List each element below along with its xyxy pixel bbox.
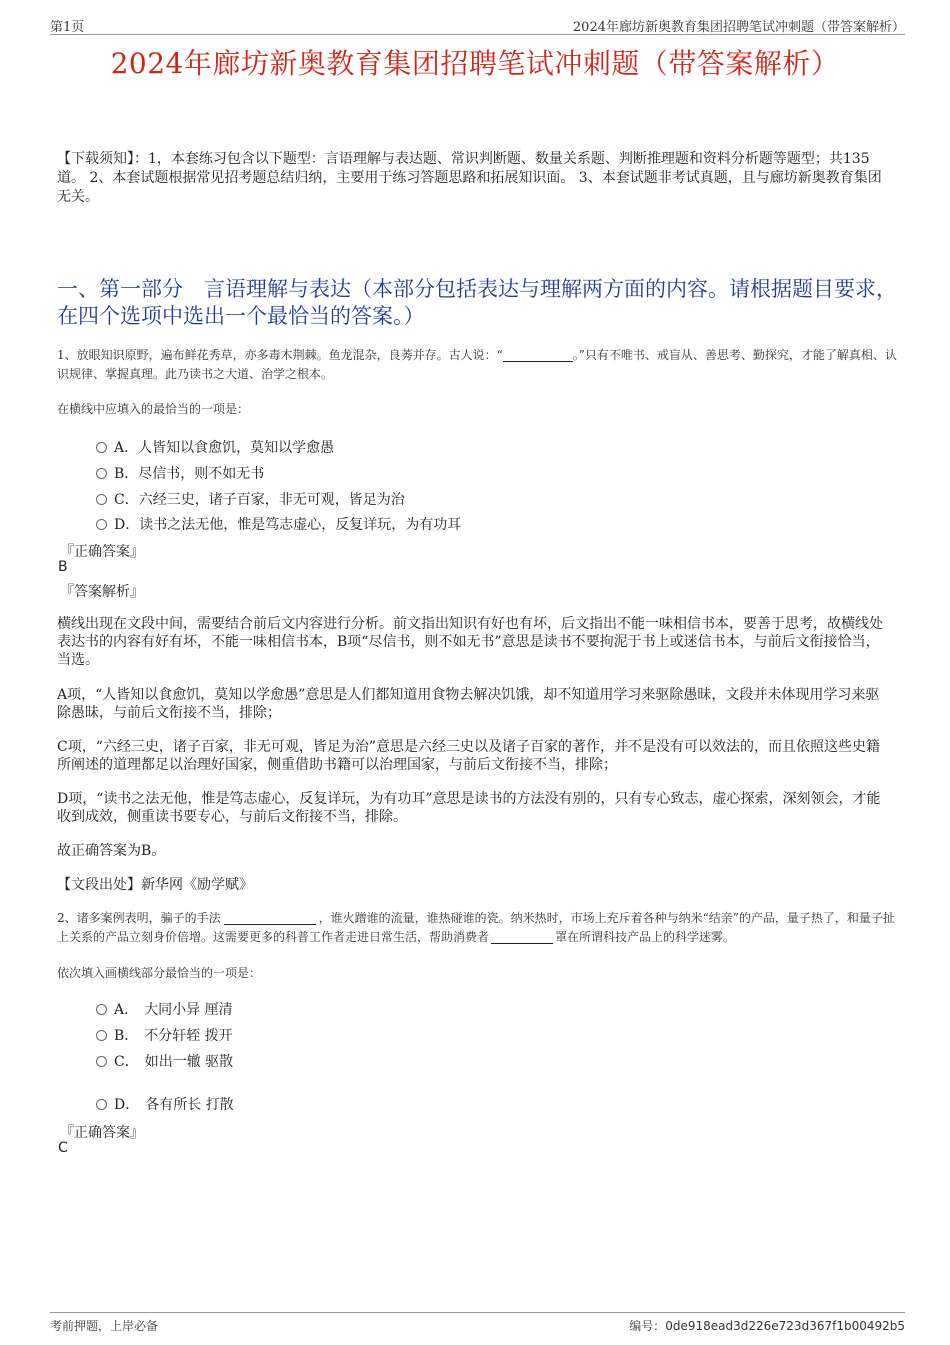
footer-slogan: 考前押题，上岸必备 [50, 1319, 159, 1333]
radio-button[interactable] [96, 468, 107, 479]
fill-blank [224, 912, 316, 925]
question-2-stem: 2、诸多案例表明，骗子的手法 ，谁火蹭谁的流量，谁热碰谁的瓷。纳米热时，市场上充斥着各种与纳米“结亲”的产品，量子热了，和量子扯上关系的产品立刻身价倍增。这需要更多的科普工作者走进日常生活，帮助消费者 罩在所谓科技产品上的科学迷雾。 [57, 911, 895, 944]
header-doc-title: 2024年廊坊新奥教育集团招聘笔试冲刺题（带答案解析） [572, 20, 905, 35]
correct-answer: C [58, 1140, 68, 1156]
document-code: 编号：0de918ead3d226e723d367f1b00492b5 [629, 1319, 905, 1333]
radio-button[interactable] [96, 1099, 107, 1110]
question-1-stem: 1、放眼知识原野，遍布鲜花秀草，亦多毒木荆棘。鱼龙混杂，良莠并存。古人说：“ 。”只有不唯书、戒盲从、善思考、勤探究，才能了解真相、认识规律、掌握真理。此乃读书之大道、治学之根本。 [57, 348, 897, 381]
document-title: 2024年廊坊新奥教育集团招聘笔试冲刺题（带答案解析） [110, 47, 840, 80]
question-1-option-a[interactable]: A．人皆知以食愈饥，莫知以学愈愚 [96, 437, 334, 457]
question-2-option-a[interactable]: A． 大同小异 厘清 [96, 999, 233, 1019]
answer-label: 『正确答案』 [60, 544, 144, 560]
radio-button[interactable] [96, 519, 107, 530]
analysis-label: 『答案解析』 [60, 584, 144, 600]
question-1-option-b[interactable]: B．尽信书，则不如无书 [96, 463, 264, 483]
question-1-option-d[interactable]: D．读书之法无他，惟是笃志虚心，反复详玩，为有功耳 [96, 514, 461, 534]
answer-label: 『正确答案』 [60, 1125, 144, 1141]
radio-button[interactable] [96, 494, 107, 505]
question-2-prompt: 依次填入画横线部分最恰当的一项是： [57, 966, 262, 980]
question-2-option-b[interactable]: B． 不分轩轾 拨开 [96, 1025, 233, 1045]
radio-button[interactable] [96, 1030, 107, 1041]
page-number: 第1页 [50, 20, 85, 35]
analysis-paragraph: 横线出现在文段中间，需要结合前后文内容进行分析。前文指出知识有好也有坏，后文指出不能一味相信书本，要善于思考，故横线处表达书的内容有好有坏，不能一味相信书本，B项“尽信书，则不如无书”意思是读书不要拘泥于书上或迷信书本，与前后文衔接恰当，当选。 [57, 616, 883, 668]
radio-button[interactable] [96, 442, 107, 453]
download-notice: 【下载须知】：1，本套练习包含以下题型：言语理解与表达题、常识判断题、数量关系题、判断推理题和资料分析题等题型；共135道。 2、本套试题根据常见招考题总结归纳，主要用于练习答题思路和拓展知识面。 3、本套试题非考试真题，且与廊坊新奥教育集团无关。 [57, 151, 882, 205]
section-heading: 一、第一部分 言语理解与表达（本部分包括表达与理解两方面的内容。请根据题目要求，在四个选项中选出一个最恰当的答案。） [57, 277, 897, 328]
source-citation: 【文段出处】新华网《励学赋》 [57, 877, 253, 893]
analysis-conclusion: 故正确答案为B。 [57, 843, 166, 859]
fill-blank [503, 349, 573, 362]
analysis-paragraph: C项，“六经三史，诸子百家，非无可观，皆足为治”意思是六经三史以及诸子百家的著作，并不是没有可以效法的，而且依照这些史籍所阐述的道理都足以治理好国家，侧重借助书籍可以治理国家，与前后文衔接不当，排除； [57, 739, 881, 773]
analysis-paragraph: D项，“读书之法无他，惟是笃志虚心，反复详玩，为有功耳”意思是读书的方法没有别的，只有专心致志，虚心探索，深刻领会，才能收到成效，侧重读书要专心，与前后文衔接不当，排除。 [57, 791, 881, 825]
fill-blank [491, 931, 553, 944]
page-header [50, 14, 905, 35]
question-2-option-d[interactable]: D． 各有所长 打散 [96, 1094, 234, 1114]
question-1-option-c[interactable]: C．六经三史，诸子百家，非无可观，皆足为治 [96, 489, 405, 509]
analysis-paragraph: A项，“人皆知以食愈饥，莫知以学愈愚”意思是人们都知道用食物去解决饥饿，却不知道用学习来驱除愚昧，文段并未体现用学习来驱除愚昧，与前后文衔接不当，排除； [57, 687, 880, 721]
question-1-prompt: 在横线中应填入的最恰当的一项是： [57, 402, 250, 416]
radio-button[interactable] [96, 1056, 107, 1067]
question-2-option-c[interactable]: C． 如出一辙 驱散 [96, 1051, 233, 1071]
page-footer [50, 1312, 905, 1335]
correct-answer: B [58, 559, 68, 575]
radio-button[interactable] [96, 1004, 107, 1015]
